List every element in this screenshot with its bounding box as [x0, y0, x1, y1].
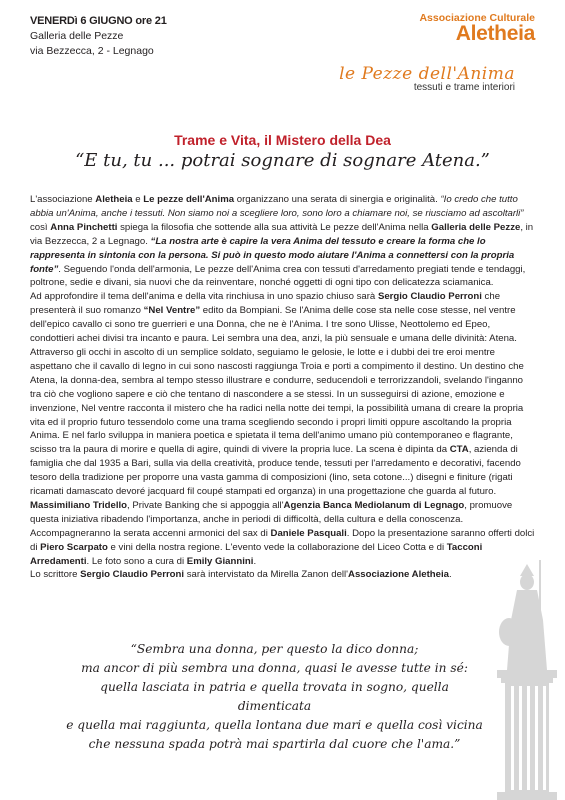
aletheia-logo [419, 12, 535, 44]
brand-line1: Associazione Culturale [419, 12, 535, 24]
quote-line: ma ancor di più sembra una donna, quasi le avesse tutte in sé: [81, 661, 468, 675]
event-date: VENERDì 6 GIUGNO ore 21 [30, 15, 167, 27]
pezze-title: le Pezze dell'Anima [339, 64, 515, 84]
body-text [30, 193, 535, 582]
event-title: Trame e Vita, il Mistero della Dea [174, 132, 391, 148]
pezze-subtitle: tessuti e trame interiori [413, 82, 515, 93]
athena-statue-icon [487, 560, 565, 800]
closing-quote [62, 640, 487, 754]
paragraph-4: Accompagneranno la serata accenni armonici del sax di Daniele Pasquali. Dopo la presentazione saranno offerti dolci di Piero Scarpato e vini della nostra regione. L'evento vede la collaborazione del Liceo Cotta e di Tacconi Arredamenti. Le foto sono a cura di Emily Giannini. [30, 527, 535, 567]
quote-line: che nessuna spada potrà mai spartirla dal cuore che l'ama.” [88, 737, 461, 751]
event-quote: “E tu, tu ... potrai sognare di sognare Atena.” [75, 150, 490, 171]
paragraph-1: L'associazione Aletheia e Le pezze dell'Anima organizzano una serata di sinergia e originalità. “Io credo che tutto abbia un'Anima, anche i tessuti. Non siamo noi a scegliere loro, sono loro a chiamare noi, se riusciamo ad ascoltarli” così Anna Pinchetti spiega la filosofia che sottende alla sua attività Le pezze dell'Anima nella Galleria delle Pezze, in via Bezzecca, 2 a Legnago. “La nostra arte è capire la vera Anima del tessuto e creare la forma che lo rappresenta in sintonia con la persona. Si può in questo modo aiutare l'Anima a connettersi con la propria fonte”. Seguendo l'onda dell'armonia, Le pezze dell'Anima crea con tessuti d'arredamento pregiati tende e tendaggi, poltrone, sedie e divani, sia nuovi che da reinventare, nonché oggetti di ogni tipo con delicatezza sciamanica. [30, 194, 534, 289]
event-venue: Galleria delle Pezze [30, 30, 124, 42]
paragraph-2: Ad approfondire il tema dell'anima e della vita rinchiusa in uno spazio chiuso sarà Sergio Claudio Perroni che presenterà il suo romanzo “Nel Ventre” edito da Bompiani. Se l'Anima delle cose sta nelle cose stesse, nel ventre dell'epico cavallo ci sono tre guerrieri e una Donna, che ne è l'Anima. I tre sono Ulisse, Neottolemo ed Epeo, condottieri achei divisi tra incanto e paura. Lei sembra una dea, anzi, la più sensuale e umana delle divinità: Atena. Attraverso gli occhi in ascolto di un semplice soldato, seguiamo le gelosie, le lotte e i dubbi dei tre eroi mentre aspettano che il cavallo di legno in cui sono nascosti raggiunga Troia e porti a compimento il destino. Un destino che Atena, la donna-dea, sembra al tempo stesso illustrare e condurre, seducendoli e terrorizzandoli, svelando l'inganno tra ciò che vogliono sapere e ciò che tentano di nascondere a se stessi. In un susseguirsi di azione, emozione e invenzione, Nel ventre racconta il mistero che ha radici nella notte dei tempi, la possibilità umana di creare la propria vita ed il proprio futuro tessendolo come una trama scegliendo secondo i propri limiti oppure ascoltando la propria Anima. E nel farlo sviluppa in maniera poetica e spietata il tema dell'animo umano più contemporaneo e flagrante, scisso tra la paura di morire e quella di agire, quindi di vivere la propria luce. La scena è dipinta da CTA, azienda di famiglia che dal 1935 a Bari, sulla via della creatività, produce tende, tessuti per l'arredamento e decorativi, facendo tesoro della tradizione per proporre una vasta gamma di composizioni (lino, seta cotone...) disegni e finiture (rigati ricamati damascato devoré jacquard fil coupé stampati ed organza) in una progettazione che guarda al futuro. [30, 291, 524, 498]
quote-line: “Sembra una donna, per questo la dico donna; [130, 642, 419, 656]
quote-line: quella lasciata in patria e quella trovata in sogno, quella dimenticata [100, 680, 449, 713]
pezze-logo [339, 64, 515, 93]
brand-line2: Aletheia [455, 22, 535, 45]
paragraph-5: Lo scrittore Sergio Claudio Perroni sarà intervistato da Mirella Zanon dell'Associazione Aletheia. [30, 569, 452, 581]
paragraph-3: Massimiliano Tridello, Private Banking che si appoggia all'Agenzia Banca Mediolanum di Legnago, promuove questa iniziativa ribadendo l'importanza, anche in periodi di difficoltà, della cultura e della conoscenza. [30, 499, 513, 525]
quote-line: e quella mai raggiunta, quella lontana due mari e quella così vicina [66, 718, 483, 732]
event-address: via Bezzecca, 2 - Legnago [30, 45, 154, 57]
event-info [30, 14, 167, 59]
